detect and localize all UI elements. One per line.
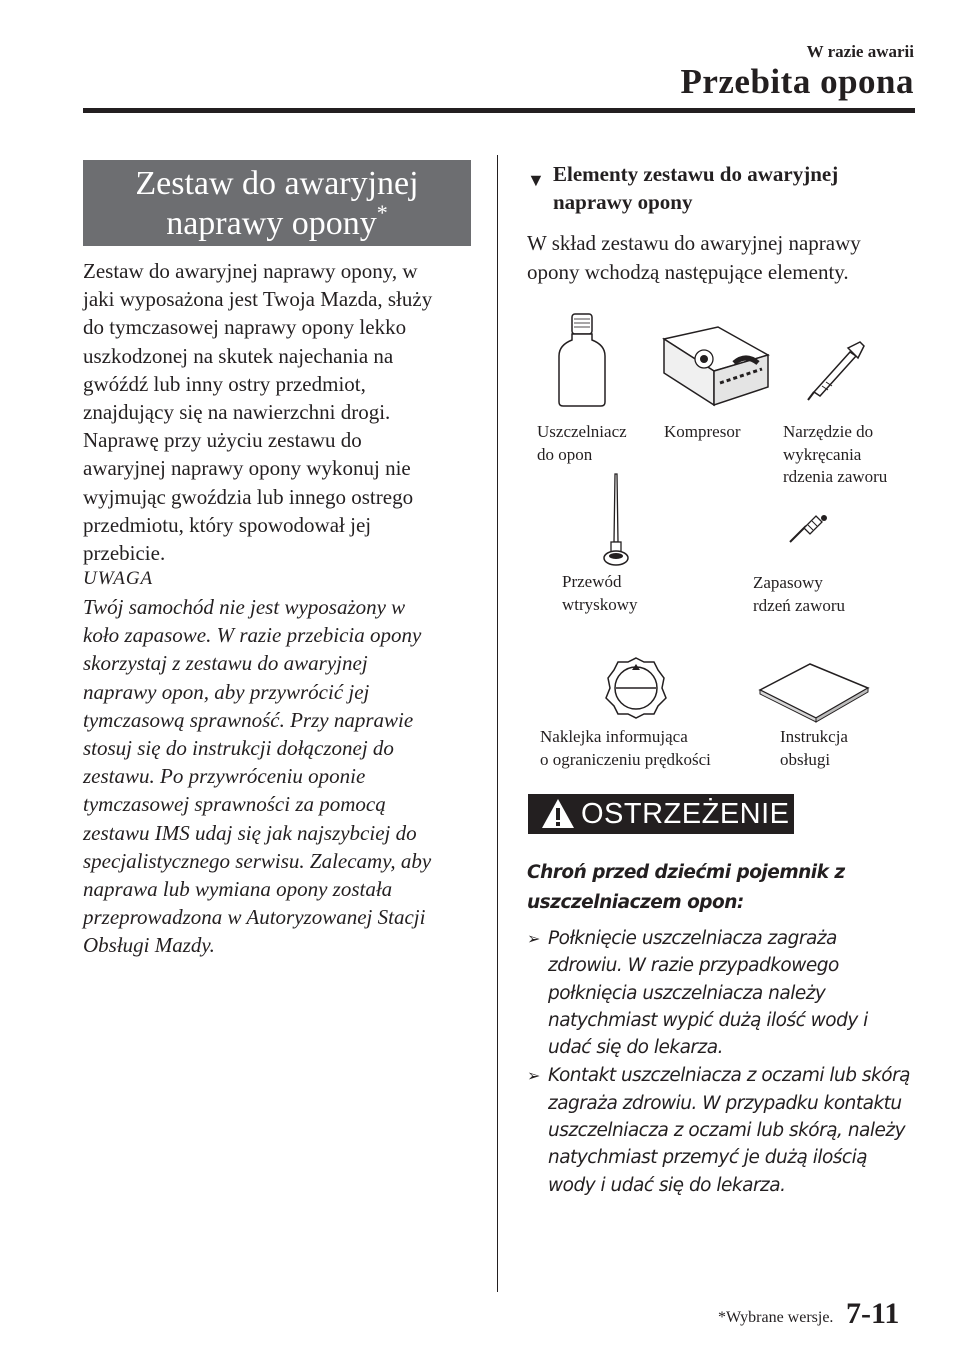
spare-valve-core-icon: [786, 512, 830, 546]
note-line: naprawa lub wymiana opony została: [83, 877, 393, 902]
section-title: [83, 160, 471, 246]
intro-line: Naprawę przy użyciu zestawu do: [83, 428, 362, 453]
caption-valve-tool: Narzędzie do wykręcania rdzenia zaworu: [783, 422, 888, 486]
intro-line: przebicie.: [83, 541, 166, 566]
intro-line: do tymczasowej naprawy opony lekko: [83, 315, 407, 340]
intro-line: przedmiotu, który spowodował jej: [83, 512, 372, 537]
caption-spare-core: Zapasowy rdzeń zaworu: [753, 573, 846, 615]
note-line: stosuj się do instrukcji dołączonej do: [83, 736, 394, 761]
header-section: W razie awarii: [806, 42, 914, 61]
note-line: Twój samochód nie jest wyposażony w: [83, 595, 406, 619]
sealant-bottle-icon: [556, 312, 608, 408]
header-rule: [83, 108, 915, 113]
warning-item: ➢ Połknięcie uszczelniacza zagraża zdrowiu. W razie przypadkowego połknięcia uszczelniacza należy natychmiast wypić dużą ilość wody i udać się do lekarza.: [527, 925, 922, 1061]
warning-item: ➢ Kontakt uszczelniacza z oczami lub skórą zagraża zdrowiu. W przypadku kontaktu uszczelniacza z oczami lub skórą, należy natychmiast przemyć je dużą ilością wody i udać się do lekarza.: [527, 1062, 922, 1198]
warning-banner: [528, 794, 794, 834]
note-line: tymczasowej sprawności za pomocą: [83, 792, 386, 817]
note-line: przeprowadzona w Autoryzowanej Stacji: [83, 905, 426, 930]
instruction-manual-icon: [758, 662, 870, 724]
arrow-bullet-icon: ➢: [527, 1066, 540, 1086]
kit-subheading: [527, 160, 907, 216]
intro-line: gwóźdź lub inny ostry przedmiot,: [83, 371, 366, 396]
note-line: tymczasową sprawność. Przy naprawie: [83, 707, 414, 732]
section-title-line1: Zestaw do awaryjnej: [135, 165, 419, 202]
valve-tool-icon: [804, 338, 866, 402]
note-line: zestawu. Po przywróceniu oponie: [83, 764, 366, 789]
note-line: naprawy opon, aby przywrócić jej: [83, 679, 370, 704]
title-asterisk: *: [376, 200, 388, 225]
warning-heading: Chroń przed dziećmi pojemnik z uszczelniaczem opon:: [527, 862, 845, 913]
intro-line: uszkodzonej na skutek najechania na: [83, 343, 394, 368]
column-divider: [497, 155, 498, 1292]
kit-intro: W skład zestawu do awaryjnej naprawy opony wchodzą następujące elementy.: [527, 231, 861, 284]
warning-label: OSTRZEŻENIE: [581, 797, 790, 830]
note-line: koło zapasowe. W razie przebicia opony: [83, 623, 422, 648]
intro-line: awaryjnej naprawy opony wykonuj nie: [83, 456, 411, 481]
warning-triangle-icon: [541, 797, 575, 831]
intro-paragraph: [83, 257, 483, 567]
header-chapter: Przebita opona: [680, 62, 914, 101]
intro-line: znajdujący się na nawierzchni drogi.: [83, 400, 391, 425]
kit-subheading-line1: Elementy zestawu do awaryjnej: [553, 162, 839, 186]
intro-line: wyjmując gwoździa lub innego ostrego: [83, 484, 414, 509]
caption-speed-sticker: Naklejka informująca o ograniczeniu prędkości: [540, 727, 711, 769]
note-line: skorzystaj z zestawu do awaryjnej: [83, 651, 368, 676]
note-line: Obsługi Mazdy.: [83, 933, 215, 958]
warning-list: [527, 925, 922, 1200]
note-line: zestawu IMS udaj się jak najszybciej do: [83, 820, 417, 845]
caption-manual: Instrukcja obsługi: [780, 727, 848, 769]
arrow-bullet-icon: ➢: [527, 929, 540, 948]
kit-subheading-line2: naprawy opony: [553, 190, 693, 214]
triangle-marker: ▼: [527, 170, 545, 190]
caption-injection-hose: Przewód wtryskowy: [562, 572, 638, 614]
compressor-icon: [660, 325, 772, 407]
intro-line: jaki wyposażona jest Twoja Mazda, służy: [83, 287, 433, 312]
note-line: specjalistycznego serwisu. Zalecamy, aby: [83, 848, 432, 873]
caption-sealant: Uszczelniacz do opon: [537, 422, 627, 464]
caption-compressor: Kompresor: [664, 422, 741, 441]
note-heading: UWAGA: [83, 568, 154, 589]
footer-note: *Wybrane wersje.: [718, 1309, 834, 1326]
page-number: 7-11: [846, 1297, 900, 1330]
intro-line: Zestaw do awaryjnej naprawy opony, w: [83, 259, 418, 283]
speed-sticker-icon: [604, 656, 668, 720]
injection-hose-icon: [598, 472, 634, 568]
section-title-line2: naprawy opony*: [166, 200, 388, 242]
note-paragraph: [83, 593, 483, 960]
